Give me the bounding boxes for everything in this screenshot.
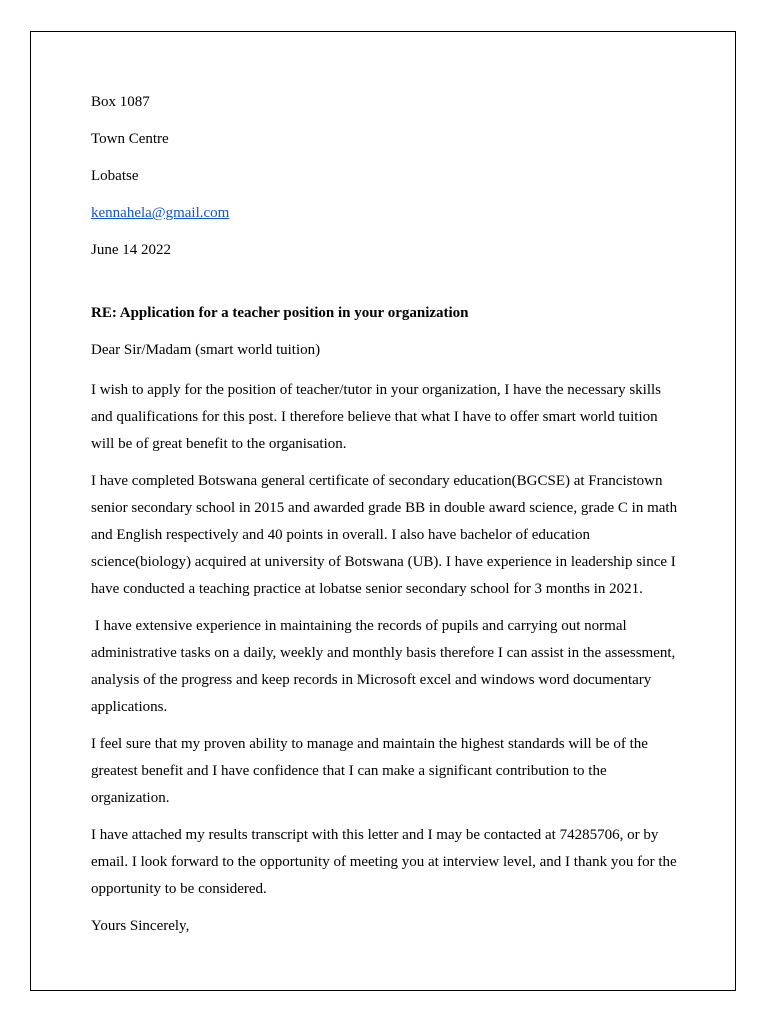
paragraph-contact: I have attached my results transcript with this letter and I may be contacted at 74285706, or by email. I look forward to the opportunity of meeting you at interview level, and I thank you for the opportunity to be considered.: [91, 827, 681, 897]
paragraph-education: I have completed Botswana general certificate of secondary education(BGCSE) at Francistown senior secondary school in 2015 and awarded grade BB in double award science, grade C in math and English respectively and 40 points in overall. I also have bachelor of education science(biology) acquired at university of Botswana (UB). I have experience in leadership since I have conducted a teaching practice at lobatse senior secondary school for 3 months in 2021.: [91, 473, 681, 597]
address-line-box: Box 1087: [91, 94, 150, 110]
address-line-city: Lobatse: [91, 168, 139, 184]
email-line: [91, 203, 683, 223]
paragraph-intro: I wish to apply for the position of teacher/tutor in your organization, I have the necessary skills and qualifications for this post. I therefore believe that what I have to offer smart world tuition will be of great benefit to the organisation.: [91, 382, 665, 452]
letter-body: [91, 92, 683, 940]
paragraph-experience: I have extensive experience in maintaining the records of pupils and carrying out normal administrative tasks on a daily, weekly and monthly basis therefore I can assist in the assessment, analysis of the progress and keep records in Microsoft excel and windows word documentary applications.: [91, 618, 680, 715]
paragraph-ability: I feel sure that my proven ability to manage and maintain the highest standards will be of the greatest benefit and I have confidence that I can make a significant contribution to the organization.: [91, 736, 652, 806]
closing: Yours Sincerely,: [91, 918, 190, 934]
address-line-town: Town Centre: [91, 131, 169, 147]
letter-date: June 14 2022: [91, 242, 171, 258]
letter-subject: RE: Application for a teacher position in your organization: [91, 305, 469, 321]
document-page: [30, 31, 736, 991]
salutation: Dear Sir/Madam (smart world tuition): [91, 342, 321, 358]
email-link[interactable]: kennahela@gmail.com: [91, 205, 230, 221]
